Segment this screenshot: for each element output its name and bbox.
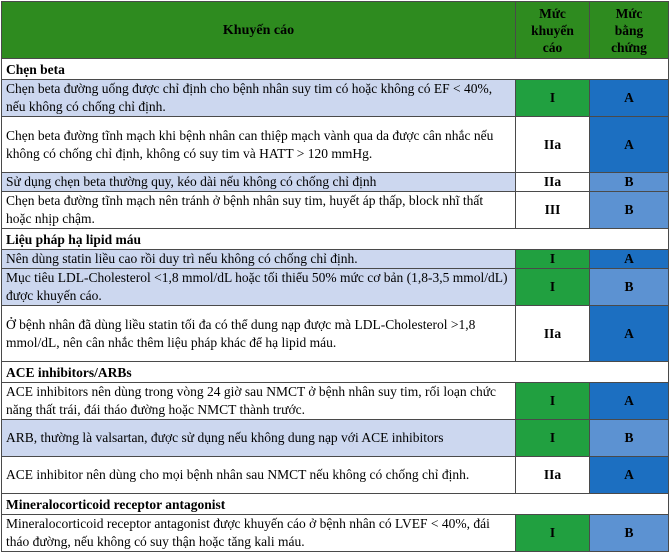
section-row bbox=[2, 229, 669, 250]
section-row bbox=[2, 494, 669, 515]
class-cell: I bbox=[516, 80, 590, 117]
header-class bbox=[516, 2, 590, 59]
recommendation-table bbox=[1, 1, 669, 552]
class-cell: I bbox=[516, 383, 590, 420]
class-cell: I bbox=[516, 269, 590, 306]
table-row bbox=[2, 80, 669, 117]
header-level-line: chứng bbox=[611, 39, 647, 55]
level-cell: B bbox=[590, 515, 669, 552]
class-cell: IIa bbox=[516, 117, 590, 173]
recommendation-text: Chẹn beta đường tĩnh mạch nên tránh ở bệnh nhân suy tim, huyết áp thấp, block nhĩ thất hoặc nhịp chậm. bbox=[2, 192, 516, 229]
class-cell: III bbox=[516, 192, 590, 229]
level-cell: B bbox=[590, 420, 669, 457]
level-cell: A bbox=[590, 250, 669, 269]
table-row bbox=[2, 515, 669, 552]
section-row bbox=[2, 59, 669, 80]
recommendation-text: Mineralocorticoid receptor antagonist được khuyến cáo ở bệnh nhân có LVEF < 40%, đái tháo đường, nếu không có suy thận hoặc tăng kali máu. bbox=[2, 515, 516, 552]
recommendation-text: Ở bệnh nhân đã dùng liều statin tối đa có thể dung nạp được mà LDL-Cholesterol >1,8 mmol/dL, nên cân nhắc thêm liệu pháp khác để hạ lipid máu. bbox=[2, 306, 516, 362]
level-cell: A bbox=[590, 117, 669, 173]
class-cell: IIa bbox=[516, 457, 590, 494]
recommendation-text: Sử dụng chẹn beta thường quy, kéo dài nếu không có chống chỉ định bbox=[2, 173, 516, 192]
header-recommendation: Khuyến cáo bbox=[2, 2, 516, 59]
table-row bbox=[2, 117, 669, 173]
header-class-line: khuyến bbox=[531, 22, 574, 38]
table-row bbox=[2, 192, 669, 229]
level-cell: A bbox=[590, 306, 669, 362]
class-cell: I bbox=[516, 420, 590, 457]
recommendation-text: ACE inhibitors nên dùng trong vòng 24 giờ sau NMCT ở bệnh nhân suy tim, rối loạn chức năng thất trái, đái tháo đường hoặc NMCT thành trước. bbox=[2, 383, 516, 420]
header-class-line: cáo bbox=[542, 39, 563, 55]
table-header-row bbox=[2, 2, 669, 59]
table-row bbox=[2, 250, 669, 269]
class-cell: IIa bbox=[516, 173, 590, 192]
table-row bbox=[2, 306, 669, 362]
level-cell: B bbox=[590, 192, 669, 229]
section-row bbox=[2, 362, 669, 383]
section-title: Chẹn beta bbox=[2, 59, 669, 80]
header-level-line: Mức bbox=[615, 5, 643, 21]
recommendation-text: Chẹn beta đường tĩnh mạch khi bệnh nhân can thiệp mạch vành qua da được cân nhắc nếu không có chống chỉ định, không có suy tim và HATT > 120 mmHg. bbox=[2, 117, 516, 173]
recommendation-text: Nên dùng statin liều cao rồi duy trì nếu không có chống chỉ định. bbox=[2, 250, 516, 269]
table-row bbox=[2, 383, 669, 420]
class-cell: I bbox=[516, 515, 590, 552]
table-row bbox=[2, 173, 669, 192]
table-row bbox=[2, 420, 669, 457]
recommendation-text: Mục tiêu LDL-Cholesterol <1,8 mmol/dL hoặc tối thiểu 50% mức cơ bản (1,8-3,5 mmol/dL) được khuyến cáo. bbox=[2, 269, 516, 306]
table-row bbox=[2, 457, 669, 494]
section-title: Mineralocorticoid receptor antagonist bbox=[2, 494, 669, 515]
level-cell: B bbox=[590, 173, 669, 192]
class-cell: IIa bbox=[516, 306, 590, 362]
recommendation-text: ARB, thường là valsartan, được sử dụng nếu không dung nạp với ACE inhibitors bbox=[2, 420, 516, 457]
header-level bbox=[590, 2, 669, 59]
recommendation-text: Chẹn beta đường uống được chỉ định cho bệnh nhân suy tim có hoặc không có EF < 40%, nếu không có chống chỉ định. bbox=[2, 80, 516, 117]
header-level-line: bằng bbox=[614, 22, 644, 38]
header-class-line: Mức bbox=[539, 5, 566, 21]
table-row bbox=[2, 269, 669, 306]
level-cell: A bbox=[590, 383, 669, 420]
level-cell: B bbox=[590, 269, 669, 306]
section-title: Liệu pháp hạ lipid máu bbox=[2, 229, 669, 250]
section-title: ACE inhibitors/ARBs bbox=[2, 362, 669, 383]
class-cell: I bbox=[516, 250, 590, 269]
recommendation-text: ACE inhibitor nên dùng cho mọi bệnh nhân sau NMCT nếu không có chống chỉ định. bbox=[2, 457, 516, 494]
level-cell: A bbox=[590, 457, 669, 494]
level-cell: A bbox=[590, 80, 669, 117]
